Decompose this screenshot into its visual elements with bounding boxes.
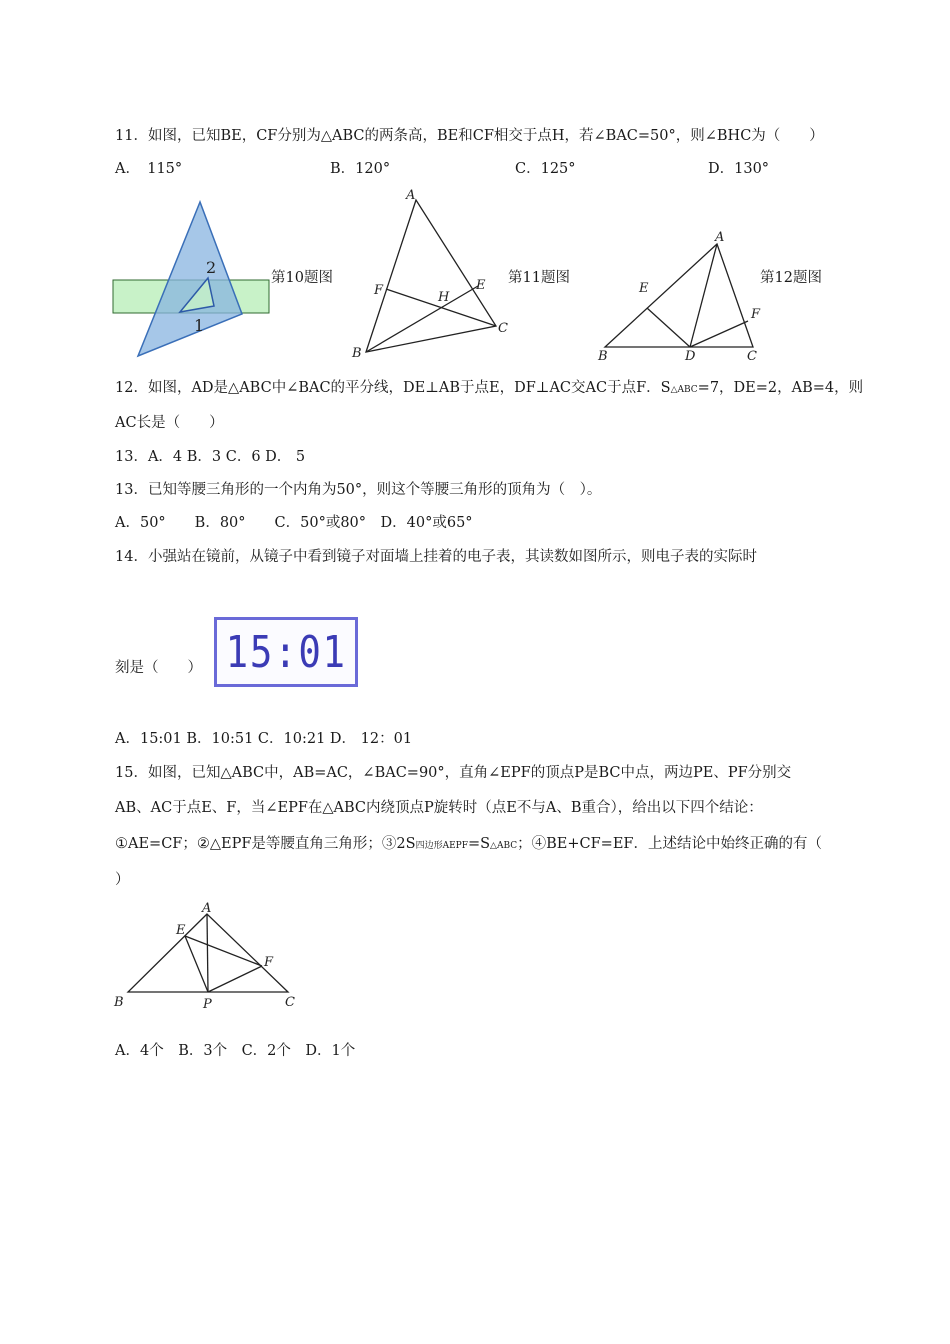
digital-clock <box>214 617 358 687</box>
fig11-label-h: H <box>438 290 450 305</box>
fig10-label-1: 1 <box>194 316 205 335</box>
fig15-label-a: A <box>202 901 212 916</box>
figure-11 <box>348 186 513 361</box>
fig11-label-f: F <box>374 283 384 298</box>
fig12-label-d: D <box>685 349 696 364</box>
q11-stem: 11．如图，已知BE，CF分别为△ABC的两条高，BE和CF相交于点H，若∠BAC=50°，则∠BHC为（ ） <box>115 128 824 144</box>
q11-option-a: A． 115° <box>115 161 183 177</box>
q14-options: A．15:01 B．10:51 C．10:21 D． 12：01 <box>115 731 413 747</box>
q15-line3: ①AE=CF；②△EPF是等腰直角三角形；③2S四边形AEPF=S△ABC；④BE+CF=EF．上述结论中始终正确的有（ <box>115 836 822 852</box>
clock-reading: 15:01 <box>225 626 347 678</box>
fig12-caption: 第12题图 <box>760 270 822 286</box>
q11-option-c: C．125° <box>515 161 576 177</box>
q12-line2: AC长是（ ） <box>115 415 224 431</box>
q14-stem: 14．小强站在镜前，从镜子中看到镜子对面墙上挂着的电子表，其读数如图所示，则电子表的实际时 <box>115 549 757 565</box>
fig12-label-c: C <box>747 349 757 364</box>
fig15-label-c: C <box>285 995 295 1010</box>
fig11-label-e: E <box>476 278 486 293</box>
fig11-label-b: B <box>352 346 362 361</box>
figure-12 <box>595 228 765 363</box>
fig10-label-2: 2 <box>206 258 217 277</box>
figure-10 <box>110 198 280 360</box>
fig15-label-p: P <box>203 997 212 1012</box>
q15-line2: AB、AC于点E、F，当∠EPF在△ABC内绕顶点P旋转时（点E不与A、B重合），给出以下四个结论： <box>115 800 763 816</box>
fig12-label-e: E <box>639 281 649 296</box>
q11-option-d: D．130° <box>708 161 770 177</box>
fig11-caption: 第11题图 <box>508 270 570 286</box>
fig12-label-f: F <box>751 307 761 322</box>
fig15-label-e: E <box>176 923 186 938</box>
q14-stem-2: 刻是（ ） <box>115 660 202 676</box>
fig12-label-a: A <box>715 230 725 245</box>
fig12-label-b: B <box>598 349 608 364</box>
q15-line1: 15．如图，已知△ABC中，AB=AC，∠BAC=90°，直角∠EPF的顶点P是BC中点，两边PE、PF分别交 <box>115 765 792 781</box>
q15-options: A．4个 B．3个 C．2个 D．1个 <box>115 1043 356 1059</box>
q15-line4: ） <box>115 872 130 888</box>
q11-option-b: B．120° <box>330 161 391 177</box>
set-square-outer <box>138 202 242 356</box>
fig15-label-f: F <box>264 955 274 970</box>
q13-options: A．50° B．80° C．50°或80° D．40°或65° <box>115 515 473 531</box>
fig11-label-a: A <box>406 188 416 203</box>
q12-line1: 12．如图，AD是△ABC中∠BAC的平分线，DE⊥AB于点E，DF⊥AC交AC于点F．S△ABC=7，DE=2，AB=4，则 <box>115 380 864 396</box>
q13-stem: 13．已知等腰三角形的一个内角为50°，则这个等腰三角形的顶角为（ ）。 <box>115 482 602 498</box>
fig11-label-c: C <box>498 321 508 336</box>
figure-15 <box>110 900 305 1010</box>
fig10-caption: 第10题图 <box>271 270 333 286</box>
fig15-label-b: B <box>114 995 124 1010</box>
q12-options: 13．A．4 B．3 C．6 D． 5 <box>115 449 306 465</box>
